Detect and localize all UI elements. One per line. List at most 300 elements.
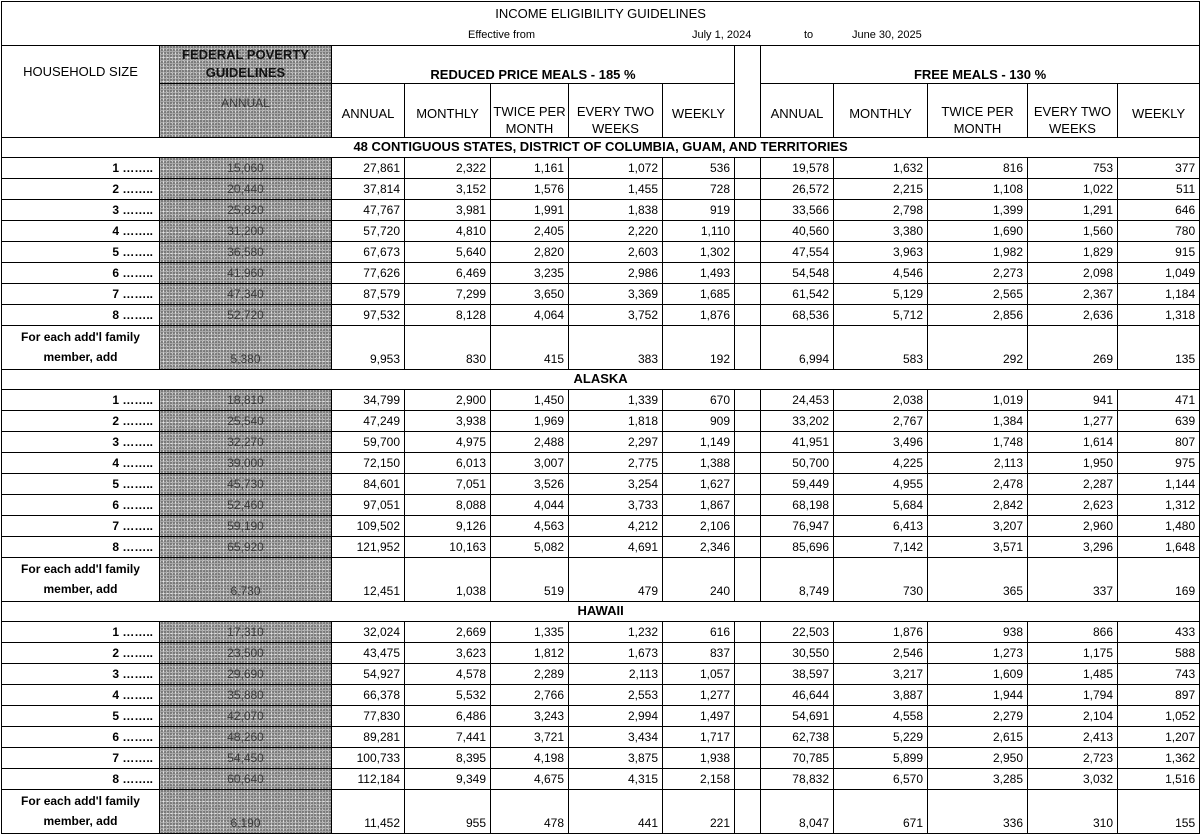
column-gap (735, 789, 761, 833)
reduced-value-cell: 121,952 (332, 536, 405, 557)
free-value-cell: 1,876 (834, 621, 928, 642)
reduced-value-cell: 9,126 (405, 515, 491, 536)
reduced-value-cell: 6,013 (405, 452, 491, 473)
free-value-cell: 1,052 (1118, 705, 1200, 726)
household-size-cell: 7 …….. (2, 515, 160, 536)
household-size-cell: 7 …….. (2, 747, 160, 768)
household-size-cell: 1 …….. (2, 621, 160, 642)
free-value-cell: 78,832 (761, 768, 834, 789)
reduced-value-cell: 2,297 (569, 431, 663, 452)
reduced-value-cell: 67,673 (332, 241, 405, 262)
effective-dates (2, 26, 1200, 46)
free-value-cell: 62,738 (761, 726, 834, 747)
free-value-cell: 866 (1028, 621, 1118, 642)
column-gap (735, 684, 761, 705)
free-value-cell: 377 (1118, 157, 1200, 178)
free-value-cell: 2,273 (928, 262, 1028, 283)
table-row (2, 515, 1200, 536)
free-col-header: WEEKLY (1118, 83, 1200, 137)
free-value-cell: 54,691 (761, 705, 834, 726)
reduced-value-cell: 84,601 (332, 473, 405, 494)
table-row (2, 473, 1200, 494)
free-value-cell: 2,856 (928, 304, 1028, 325)
free-value-cell: 46,644 (761, 684, 834, 705)
column-gap (735, 410, 761, 431)
free-value-cell: 70,785 (761, 747, 834, 768)
free-value-cell: 639 (1118, 410, 1200, 431)
household-size-cell: 3 …….. (2, 431, 160, 452)
reduced-value-cell: 34,799 (332, 389, 405, 410)
reduced-value-cell: 8,128 (405, 304, 491, 325)
fpg-annual-cell: 45,730 (160, 473, 332, 494)
household-size-cell: 2 …….. (2, 642, 160, 663)
reduced-col-header: WEEKLY (663, 83, 735, 137)
free-value-cell: 7,142 (834, 536, 928, 557)
free-value-cell: 5,129 (834, 283, 928, 304)
household-size-cell: 6 …….. (2, 726, 160, 747)
free-value-cell: 5,229 (834, 726, 928, 747)
section-title: ALASKA (2, 369, 1200, 389)
column-gap (735, 494, 761, 515)
reduced-value-cell: 2,553 (569, 684, 663, 705)
reduced-value-cell: 2,900 (405, 389, 491, 410)
section-title: HAWAII (2, 601, 1200, 621)
table-row (2, 768, 1200, 789)
reduced-value-cell: 100,733 (332, 747, 405, 768)
free-value-cell: 3,963 (834, 241, 928, 262)
household-size-cell: 4 …….. (2, 684, 160, 705)
free-value-cell: 4,225 (834, 452, 928, 473)
column-gap (735, 705, 761, 726)
reduced-value-cell: 837 (663, 642, 735, 663)
free-value-cell: 1,273 (928, 642, 1028, 663)
reduced-value-cell: 1,493 (663, 262, 735, 283)
free-value-cell: 1,609 (928, 663, 1028, 684)
reduced-value-cell: 2,820 (491, 241, 569, 262)
free-value-cell: 1,362 (1118, 747, 1200, 768)
fpg-annual-cell: 60,640 (160, 768, 332, 789)
column-gap (735, 452, 761, 473)
free-value-cell: 915 (1118, 241, 1200, 262)
household-size-cell: 3 …….. (2, 199, 160, 220)
reduced-value-cell: 1,038 (405, 557, 491, 601)
free-value-cell: 33,566 (761, 199, 834, 220)
reduced-value-cell: 2,289 (491, 663, 569, 684)
reduced-value-cell: 1,838 (569, 199, 663, 220)
column-gap (735, 262, 761, 283)
fpg-annual-cell: 65,920 (160, 536, 332, 557)
reduced-value-cell: 57,720 (332, 220, 405, 241)
free-value-cell: 1,277 (1028, 410, 1118, 431)
table-row (2, 663, 1200, 684)
free-value-cell: 24,453 (761, 389, 834, 410)
reduced-value-cell: 1,673 (569, 642, 663, 663)
free-value-cell: 8,047 (761, 789, 834, 833)
free-value-cell: 2,950 (928, 747, 1028, 768)
reduced-value-cell: 9,953 (332, 325, 405, 369)
reduced-value-cell: 616 (663, 621, 735, 642)
free-value-cell: 1,950 (1028, 452, 1118, 473)
free-value-cell: 1,748 (928, 431, 1028, 452)
reduced-value-cell: 37,814 (332, 178, 405, 199)
reduced-value-cell: 77,830 (332, 705, 405, 726)
reduced-value-cell: 2,322 (405, 157, 491, 178)
reduced-value-cell: 2,220 (569, 220, 663, 241)
reduced-value-cell: 1,717 (663, 726, 735, 747)
fpg-annual-cell: 52,720 (160, 304, 332, 325)
free-value-cell: 1,944 (928, 684, 1028, 705)
free-value-cell: 897 (1118, 684, 1200, 705)
eligibility-table (1, 1, 1200, 834)
reduced-value-cell: 3,623 (405, 642, 491, 663)
column-gap (735, 747, 761, 768)
reduced-value-cell: 4,810 (405, 220, 491, 241)
free-value-cell: 269 (1028, 325, 1118, 369)
reduced-value-cell: 1,072 (569, 157, 663, 178)
free-value-cell: 4,558 (834, 705, 928, 726)
free-value-cell: 1,399 (928, 199, 1028, 220)
reduced-value-cell: 7,051 (405, 473, 491, 494)
reduced-col-header: MONTHLY (405, 83, 491, 137)
free-value-cell: 3,380 (834, 220, 928, 241)
fpg-annual-cell: 41,960 (160, 262, 332, 283)
free-value-cell: 135 (1118, 325, 1200, 369)
free-value-cell: 1,794 (1028, 684, 1118, 705)
table-row (2, 494, 1200, 515)
table-row (2, 410, 1200, 431)
household-size-cell: 8 …….. (2, 536, 160, 557)
reduced-value-cell: 1,302 (663, 241, 735, 262)
reduced-value-cell: 441 (569, 789, 663, 833)
free-value-cell: 5,684 (834, 494, 928, 515)
free-value-cell: 1,982 (928, 241, 1028, 262)
free-value-cell: 1,049 (1118, 262, 1200, 283)
fpg-annual-cell: 17,310 (160, 621, 332, 642)
reduced-value-cell: 4,691 (569, 536, 663, 557)
reduced-value-cell: 2,113 (569, 663, 663, 684)
column-gap (735, 157, 761, 178)
free-value-cell: 3,496 (834, 431, 928, 452)
free-value-cell: 41,951 (761, 431, 834, 452)
reduced-value-cell: 47,249 (332, 410, 405, 431)
table-row (2, 642, 1200, 663)
household-size-cell: 6 …….. (2, 262, 160, 283)
column-gap (735, 178, 761, 199)
table-row (2, 389, 1200, 410)
reduced-value-cell: 43,475 (332, 642, 405, 663)
reduced-value-cell: 3,981 (405, 199, 491, 220)
column-gap (735, 768, 761, 789)
free-value-cell: 59,449 (761, 473, 834, 494)
reduced-value-cell: 3,650 (491, 283, 569, 304)
fpg-annual-cell: 35,880 (160, 684, 332, 705)
additional-member-label: For each add'l family member, add (2, 789, 160, 833)
page-title: INCOME ELIGIBILITY GUIDELINES (2, 2, 1200, 26)
reduced-value-cell: 2,766 (491, 684, 569, 705)
column-gap (735, 199, 761, 220)
reduced-value-cell: 11,452 (332, 789, 405, 833)
reduced-value-cell: 1,455 (569, 178, 663, 199)
free-value-cell: 2,478 (928, 473, 1028, 494)
free-col-header: MONTHLY (834, 83, 928, 137)
free-value-cell: 743 (1118, 663, 1200, 684)
free-value-cell: 2,960 (1028, 515, 1118, 536)
free-value-cell: 1,184 (1118, 283, 1200, 304)
reduced-value-cell: 4,675 (491, 768, 569, 789)
reduced-value-cell: 1,161 (491, 157, 569, 178)
reduced-value-cell: 536 (663, 157, 735, 178)
fpg-annual-cell: 39,000 (160, 452, 332, 473)
fpg-annual-cell: 32,270 (160, 431, 332, 452)
reduced-value-cell: 415 (491, 325, 569, 369)
free-value-cell: 1,291 (1028, 199, 1118, 220)
reduced-value-cell: 3,007 (491, 452, 569, 473)
column-gap (735, 325, 761, 369)
reduced-value-cell: 478 (491, 789, 569, 833)
reduced-value-cell: 27,861 (332, 157, 405, 178)
reduced-value-cell: 2,158 (663, 768, 735, 789)
column-gap (735, 220, 761, 241)
reduced-value-cell: 4,315 (569, 768, 663, 789)
effective-to: June 30, 2025 (852, 28, 922, 41)
reduced-value-cell: 8,088 (405, 494, 491, 515)
reduced-value-cell: 1,812 (491, 642, 569, 663)
household-size-cell: 8 …….. (2, 304, 160, 325)
free-value-cell: 3,032 (1028, 768, 1118, 789)
free-value-cell: 2,098 (1028, 262, 1118, 283)
reduced-value-cell: 2,405 (491, 220, 569, 241)
reduced-value-cell: 2,346 (663, 536, 735, 557)
reduced-value-cell: 830 (405, 325, 491, 369)
reduced-value-cell: 5,640 (405, 241, 491, 262)
free-value-cell: 5,899 (834, 747, 928, 768)
free-value-cell: 1,829 (1028, 241, 1118, 262)
fpg-annual-cell: 36,580 (160, 241, 332, 262)
column-gap (735, 283, 761, 304)
reduced-value-cell: 1,388 (663, 452, 735, 473)
household-size-cell: 8 …….. (2, 768, 160, 789)
fpg-annual-cell: 59,190 (160, 515, 332, 536)
reduced-col-header: EVERY TWO WEEKS (569, 83, 663, 137)
free-value-cell: 85,696 (761, 536, 834, 557)
additional-member-row (2, 557, 1200, 601)
free-value-cell: 169 (1118, 557, 1200, 601)
column-gap (735, 726, 761, 747)
column-gap (735, 473, 761, 494)
reduced-value-cell: 4,064 (491, 304, 569, 325)
free-value-cell: 941 (1028, 389, 1118, 410)
reduced-value-cell: 2,603 (569, 241, 663, 262)
fpg-annual-cell: 5,380 (160, 325, 332, 369)
free-value-cell: 2,842 (928, 494, 1028, 515)
reduced-col-header: TWICE PER MONTH (491, 83, 569, 137)
column-gap (735, 557, 761, 601)
table-row (2, 199, 1200, 220)
table-row (2, 452, 1200, 473)
reduced-value-cell: 66,378 (332, 684, 405, 705)
reduced-value-cell: 3,434 (569, 726, 663, 747)
free-value-cell: 2,767 (834, 410, 928, 431)
reduced-value-cell: 2,669 (405, 621, 491, 642)
household-size-cell: 2 …….. (2, 410, 160, 431)
table-row (2, 621, 1200, 642)
free-value-cell: 2,113 (928, 452, 1028, 473)
reduced-value-cell: 1,057 (663, 663, 735, 684)
reduced-value-cell: 1,876 (663, 304, 735, 325)
column-gap (735, 515, 761, 536)
table-row (2, 262, 1200, 283)
free-value-cell: 4,955 (834, 473, 928, 494)
free-value-cell: 3,217 (834, 663, 928, 684)
reduced-value-cell: 1,576 (491, 178, 569, 199)
reduced-value-cell: 2,994 (569, 705, 663, 726)
free-value-cell: 1,690 (928, 220, 1028, 241)
table-row (2, 178, 1200, 199)
reduced-value-cell: 3,721 (491, 726, 569, 747)
free-value-cell: 1,108 (928, 178, 1028, 199)
fpg-annual-cell: 25,540 (160, 410, 332, 431)
fpg-annual-cell: 47,340 (160, 283, 332, 304)
free-value-cell: 2,623 (1028, 494, 1118, 515)
free-value-cell: 54,548 (761, 262, 834, 283)
reduced-value-cell: 519 (491, 557, 569, 601)
reduced-value-cell: 2,106 (663, 515, 735, 536)
reduced-value-cell: 7,299 (405, 283, 491, 304)
free-value-cell: 3,296 (1028, 536, 1118, 557)
free-value-cell: 807 (1118, 431, 1200, 452)
reduced-value-cell: 1,991 (491, 199, 569, 220)
reduced-value-cell: 5,532 (405, 684, 491, 705)
reduced-value-cell: 2,986 (569, 262, 663, 283)
free-value-cell: 2,104 (1028, 705, 1118, 726)
free-value-cell: 3,207 (928, 515, 1028, 536)
fpg-annual-cell: 20,440 (160, 178, 332, 199)
reduced-value-cell: 1,232 (569, 621, 663, 642)
free-value-cell: 583 (834, 325, 928, 369)
reduced-value-cell: 3,752 (569, 304, 663, 325)
free-value-cell: 1,560 (1028, 220, 1118, 241)
reduced-value-cell: 4,198 (491, 747, 569, 768)
free-value-cell: 2,038 (834, 389, 928, 410)
reduced-value-cell: 1,110 (663, 220, 735, 241)
column-gap (735, 304, 761, 325)
reduced-value-cell: 54,927 (332, 663, 405, 684)
free-value-cell: 511 (1118, 178, 1200, 199)
free-value-cell: 975 (1118, 452, 1200, 473)
free-value-cell: 588 (1118, 642, 1200, 663)
reduced-value-cell: 5,082 (491, 536, 569, 557)
free-value-cell: 5,712 (834, 304, 928, 325)
reduced-value-cell: 6,469 (405, 262, 491, 283)
fpg-annual-cell: 6,730 (160, 557, 332, 601)
free-value-cell: 3,887 (834, 684, 928, 705)
free-value-cell: 1,318 (1118, 304, 1200, 325)
section-title: 48 CONTIGUOUS STATES, DISTRICT OF COLUMBIA, GUAM, AND TERRITORIES (2, 137, 1200, 157)
free-value-cell: 336 (928, 789, 1028, 833)
free-value-cell: 730 (834, 557, 928, 601)
additional-member-row (2, 325, 1200, 369)
household-size-cell: 6 …….. (2, 494, 160, 515)
free-value-cell: 3,571 (928, 536, 1028, 557)
free-value-cell: 19,578 (761, 157, 834, 178)
free-value-cell: 47,554 (761, 241, 834, 262)
free-value-cell: 2,367 (1028, 283, 1118, 304)
table-row (2, 283, 1200, 304)
free-value-cell: 1,312 (1118, 494, 1200, 515)
column-gap (735, 389, 761, 410)
reduced-value-cell: 728 (663, 178, 735, 199)
free-value-cell: 1,516 (1118, 768, 1200, 789)
free-value-cell: 337 (1028, 557, 1118, 601)
free-value-cell: 1,019 (928, 389, 1028, 410)
free-value-cell: 61,542 (761, 283, 834, 304)
table-row (2, 241, 1200, 262)
reduced-value-cell: 89,281 (332, 726, 405, 747)
free-value-cell: 1,648 (1118, 536, 1200, 557)
reduced-value-cell: 1,277 (663, 684, 735, 705)
free-value-cell: 22,503 (761, 621, 834, 642)
reduced-value-cell: 3,733 (569, 494, 663, 515)
free-col-header: TWICE PER MONTH (928, 83, 1028, 137)
reduced-value-cell: 7,441 (405, 726, 491, 747)
reduced-value-cell: 32,024 (332, 621, 405, 642)
reduced-value-cell: 72,150 (332, 452, 405, 473)
fpg-annual-cell: 48,260 (160, 726, 332, 747)
free-value-cell: 310 (1028, 789, 1118, 833)
reduced-value-cell: 3,254 (569, 473, 663, 494)
household-size-cell: 4 …….. (2, 220, 160, 241)
free-value-cell: 646 (1118, 199, 1200, 220)
fpg-annual-cell: 18,810 (160, 389, 332, 410)
reduced-value-cell: 3,875 (569, 747, 663, 768)
free-value-cell: 76,947 (761, 515, 834, 536)
reduced-header: REDUCED PRICE MEALS - 185 % (332, 45, 735, 83)
free-value-cell: 365 (928, 557, 1028, 601)
free-value-cell: 938 (928, 621, 1028, 642)
reduced-value-cell: 6,486 (405, 705, 491, 726)
reduced-value-cell: 919 (663, 199, 735, 220)
free-value-cell: 1,384 (928, 410, 1028, 431)
household-size-cell: 1 …….. (2, 157, 160, 178)
free-value-cell: 2,723 (1028, 747, 1118, 768)
free-value-cell: 780 (1118, 220, 1200, 241)
reduced-value-cell: 192 (663, 325, 735, 369)
reduced-value-cell: 383 (569, 325, 663, 369)
household-size-header: HOUSEHOLD SIZE (2, 45, 160, 137)
table-row (2, 747, 1200, 768)
additional-member-label: For each add'l family member, add (2, 557, 160, 601)
household-size-cell: 5 …….. (2, 473, 160, 494)
additional-member-row (2, 789, 1200, 833)
reduced-value-cell: 4,212 (569, 515, 663, 536)
effective-label: Effective from (468, 28, 536, 41)
free-value-cell: 1,022 (1028, 178, 1118, 199)
free-value-cell: 68,198 (761, 494, 834, 515)
free-value-cell: 4,546 (834, 262, 928, 283)
reduced-value-cell: 1,627 (663, 473, 735, 494)
household-size-cell: 1 …….. (2, 389, 160, 410)
reduced-value-cell: 1,818 (569, 410, 663, 431)
free-value-cell: 2,636 (1028, 304, 1118, 325)
reduced-value-cell: 955 (405, 789, 491, 833)
column-gap (735, 621, 761, 642)
fpg-annual-cell: 15,060 (160, 157, 332, 178)
household-size-cell: 5 …….. (2, 241, 160, 262)
free-value-cell: 1,144 (1118, 473, 1200, 494)
column-gap (735, 45, 761, 137)
reduced-value-cell: 3,369 (569, 283, 663, 304)
reduced-value-cell: 1,450 (491, 389, 569, 410)
